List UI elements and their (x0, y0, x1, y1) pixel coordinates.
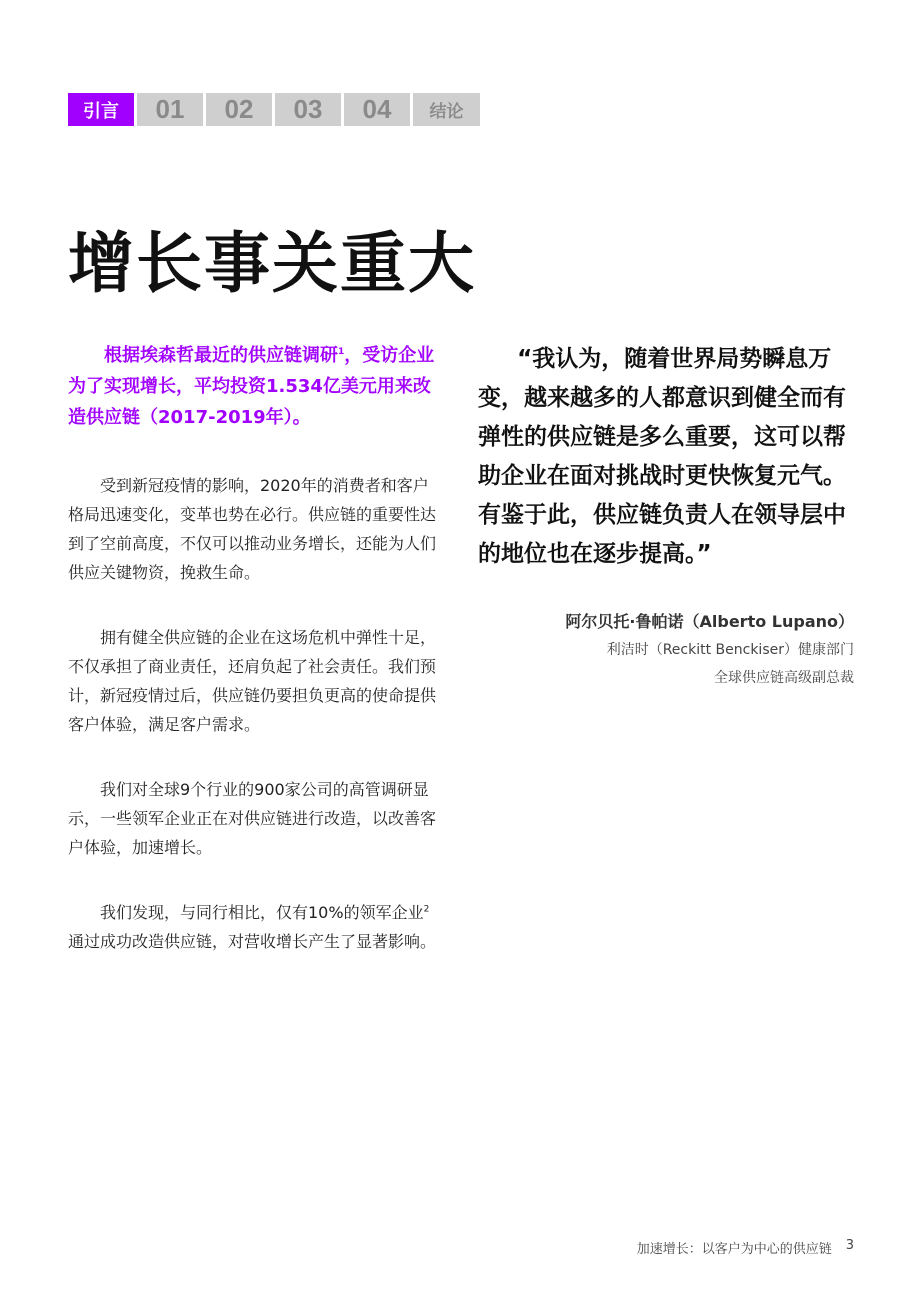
body-paragraph-1: 受到新冠疫情的影响，2020年的消费者和客户格局迅速变化，变革也势在必行。供应链的重要性达到了空前高度，不仅可以推动业务增长，还能为人们供应关键物资，挽救生命。 (68, 476, 437, 582)
body-column (68, 340, 442, 992)
quote-attribution (565, 608, 854, 692)
tab-04[interactable]: 04 (344, 93, 410, 126)
quote-author: 阿尔贝托·鲁帕诺（Alberto Lupano） (565, 612, 854, 631)
footnote-ref-1[interactable]: 1 (338, 347, 345, 357)
page-footer (637, 1238, 854, 1257)
footnote-ref-2[interactable]: 2 (423, 904, 430, 915)
lead-text-1: 根据埃森哲最近的供应链调研 (104, 345, 338, 366)
footer-title: 加速增长：以客户为中心的供应链 (636, 1242, 832, 1257)
lead-text-2: ，受访企业为了实现增长，平均投资1.534亿美元用来改造供应链（2017-2019年）。 (68, 345, 435, 428)
quote-author-org: 利洁时（Reckitt Benckiser）健康部门 (606, 642, 854, 658)
body-paragraph-3: 我们对全球9个行业的900家公司的高管调研显示，一些领军企业正在对供应链进行改造，以改善客户体验，加速增长。 (68, 780, 437, 857)
body-paragraph-2: 拥有健全供应链的企业在这场危机中弹性十足，不仅承担了商业责任，还肩负起了社会责任。我们预计，新冠疫情过后，供应链仍要担负更高的使命提供客户体验，满足客户需求。 (68, 628, 437, 734)
page-number: 3 (845, 1238, 854, 1253)
tab-01[interactable]: 01 (137, 93, 203, 126)
section-nav (68, 93, 480, 126)
tab-02[interactable]: 02 (206, 93, 272, 126)
p4-text-1: 我们发现，与同行相比，仅有10%的领军企业 (100, 903, 424, 922)
body-paragraph-4 (68, 898, 442, 956)
quote-author-role: 全球供应链高级副总裁 (714, 670, 854, 686)
tab-intro[interactable]: 引言 (68, 93, 134, 126)
tab-03[interactable]: 03 (275, 93, 341, 126)
tab-conclusion[interactable]: 结论 (413, 93, 480, 126)
pull-quote: “我认为，随着世界局势瞬息万变，越来越多的人都意识到健全而有弹性的供应链是多么重要，这可以帮助企业在面对挑战时更快恢复元气。有鉴于此，供应链负责人在领导层中的地位也在逐步提高。” (478, 346, 846, 567)
p4-text-2: 通过成功改造供应链，对营收增长产生了显著影响。 (68, 932, 437, 951)
lead-paragraph (68, 340, 442, 433)
page-title: 增长事关重大 (68, 225, 476, 302)
